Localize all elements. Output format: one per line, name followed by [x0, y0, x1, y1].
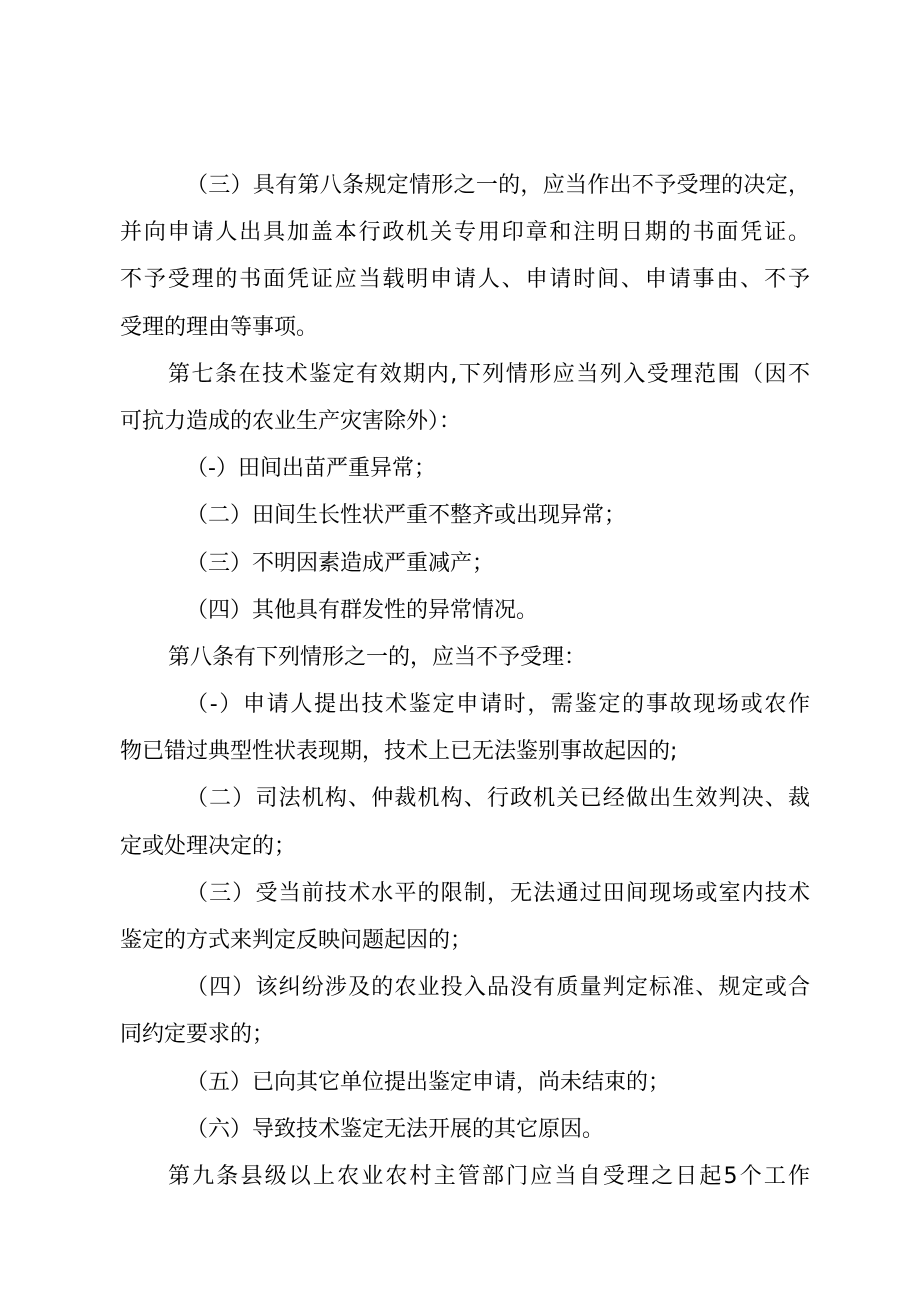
list-item-continuation: 物已错过典型性状表现期，技术上已无法鉴别事故起因的;	[120, 739, 678, 765]
list-item-continuation: 鉴定的方式来判定反映问题起因的；	[120, 928, 473, 953]
list-item-continuation: 定或处理决定的；	[120, 833, 297, 859]
list-item: （三）不明因素造成严重减产；	[186, 550, 495, 576]
list-item-continuation: 同约定要求的；	[120, 1022, 275, 1048]
paragraph-line: 并向申请人出具加盖本行政机关专用印章和注明日期的书面凭证。	[120, 220, 810, 246]
list-item: （二）司法机构、仲裁机构、行政机关已经做出生效判决、裁	[186, 786, 810, 812]
article-7-line: 第七条在技术鉴定有效期内,下列情形应当列入受理范围（因不	[168, 361, 810, 387]
document-body	[120, 162, 810, 1200]
list-item: （五）已向其它单位提出鉴定申请，尚未结束的；	[186, 1069, 671, 1095]
list-item: （二）田间生长性状严重不整齐或出现异常；	[186, 503, 627, 529]
article-8-line: 第八条有下列情形之一的，应当不予受理：	[168, 644, 587, 670]
list-item: （三）受当前技术水平的限制，无法通过田间现场或室内技术	[186, 880, 810, 906]
paragraph-line: 不予受理的书面凭证应当载明申请人、申请时间、申请事由、不予	[120, 267, 810, 293]
list-item: （-）申请人提出技术鉴定申请时，需鉴定的事故现场或农作	[186, 692, 810, 718]
list-item: （六）导致技术鉴定无法开展的其它原因。	[186, 1116, 605, 1142]
article-7-line: 可抗力造成的农业生产灾害除外）：	[120, 408, 462, 434]
paragraph-line: （三）具有第八条规定情形之一的，应当作出不予受理的决定，	[186, 173, 810, 198]
article-9-line: 第九条县级以上农业农村主管部门应当自受理之日起5个工作	[168, 1163, 810, 1189]
paragraph-line: 受理的理由等事项。	[120, 314, 319, 340]
list-item: （四）该纠纷涉及的农业投入品没有质量判定标准、规定或合	[186, 975, 810, 1001]
list-item: （-）田间出苗严重异常；	[186, 456, 436, 482]
list-item: （四）其他具有群发性的异常情况。	[186, 597, 539, 623]
